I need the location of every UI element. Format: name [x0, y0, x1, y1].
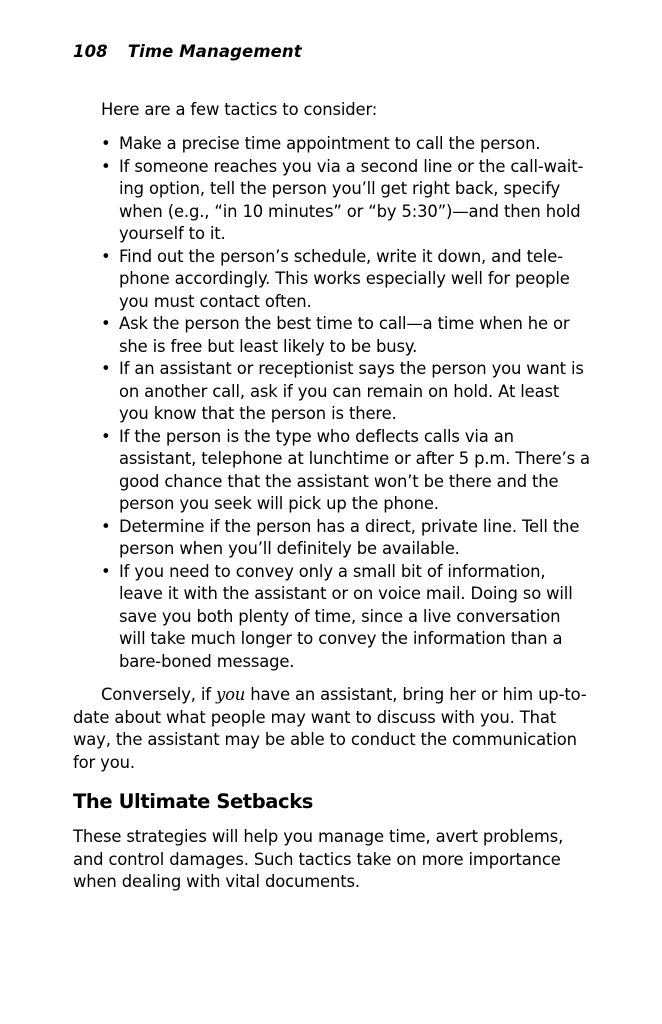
intro-sentence: Here are a few tactics to consider:: [101, 100, 378, 119]
tactic-line: If someone reaches you via a second line or the call-wait-: [119, 156, 584, 176]
tactic-line: on another call, ask if you can remain on hold. At least: [119, 381, 560, 401]
tactic-line: leave it with the assistant or on voice mail. Doing so will: [119, 584, 573, 603]
tactics-list: [101, 133, 601, 673]
tactic-line: If an assistant or receptionist says the person you want is: [119, 359, 584, 378]
strategies-paragraph: [73, 826, 603, 894]
running-head-title: Time Management: [127, 42, 302, 61]
tactic-item: [101, 426, 601, 516]
tactic-line: bare-boned message.: [119, 651, 295, 671]
paragraph-line: when dealing with vital documents.: [73, 872, 360, 891]
tactic-line: save you both plenty of time, since a live conversation: [119, 606, 561, 626]
tactic-line: will take much longer to convey the information than a: [119, 629, 563, 648]
bullet-icon: •: [101, 134, 111, 153]
tactic-line: Ask the person the best time to call—a time when he or: [119, 314, 570, 333]
tactic-line: If you need to convey only a small bit of information,: [119, 561, 546, 581]
tactic-item: [101, 313, 601, 358]
paragraph-line: way, the assistant may be able to conduct the communication: [73, 730, 577, 749]
emphasis-text: you: [215, 685, 246, 704]
tactic-line: phone accordingly. This works especially well for people: [119, 269, 570, 288]
tactic-item: [101, 358, 601, 426]
bullet-icon: •: [101, 561, 111, 581]
tactic-line: person you seek will pick up the phone.: [119, 494, 439, 513]
tactic-line: good chance that the assistant won’t be there and the: [119, 471, 559, 491]
tactic-item: [101, 516, 601, 561]
bullet-icon: •: [101, 156, 111, 176]
bullet-icon: •: [101, 359, 111, 378]
tactic-item: [101, 561, 601, 674]
bullet-icon: •: [101, 516, 111, 536]
tactic-item: [101, 246, 601, 314]
page-number: 108: [73, 42, 108, 61]
paragraph-line: date about what people may want to discuss with you. That: [73, 707, 557, 727]
bullet-icon: •: [101, 314, 111, 333]
section-heading: The Ultimate Setbacks: [73, 790, 313, 813]
conversely-paragraph: [73, 684, 603, 774]
tactic-line: when (e.g., “in 10 minutes” or “by 5:30”)—and then hold: [119, 201, 581, 221]
paragraph-line: [73, 684, 603, 707]
tactic-line: Find out the person’s schedule, write it down, and tele-: [119, 246, 563, 266]
paragraph-line: and control damages. Such tactics take on more importance: [73, 849, 561, 869]
text-run: have an assistant, bring her or him up-to-: [245, 685, 587, 704]
tactic-line: Determine if the person has a direct, private line. Tell the: [119, 516, 580, 536]
tactic-line: ing option, tell the person you’ll get right back, specify: [119, 179, 561, 198]
paragraph-line: for you.: [73, 752, 135, 772]
tactic-line: Make a precise time appointment to call the person.: [119, 134, 541, 153]
text-run: Conversely, if: [101, 685, 216, 704]
tactic-item: [101, 133, 601, 156]
running-head: [73, 42, 302, 61]
tactic-line: you must contact often.: [119, 291, 312, 311]
bullet-icon: •: [101, 246, 111, 266]
tactic-line: she is free but least likely to be busy.: [119, 336, 418, 356]
tactic-line: yourself to it.: [119, 224, 226, 243]
tactic-line: person when you’ll definitely be available.: [119, 539, 460, 558]
tactic-line: If the person is the type who deflects calls via an: [119, 426, 514, 446]
tactic-line: you know that the person is there.: [119, 404, 397, 423]
paragraph-line: These strategies will help you manage time, avert problems,: [73, 827, 564, 846]
tactic-line: assistant, telephone at lunchtime or after 5 p.m. There’s a: [119, 449, 590, 468]
bullet-icon: •: [101, 426, 111, 446]
tactic-item: [101, 156, 601, 246]
